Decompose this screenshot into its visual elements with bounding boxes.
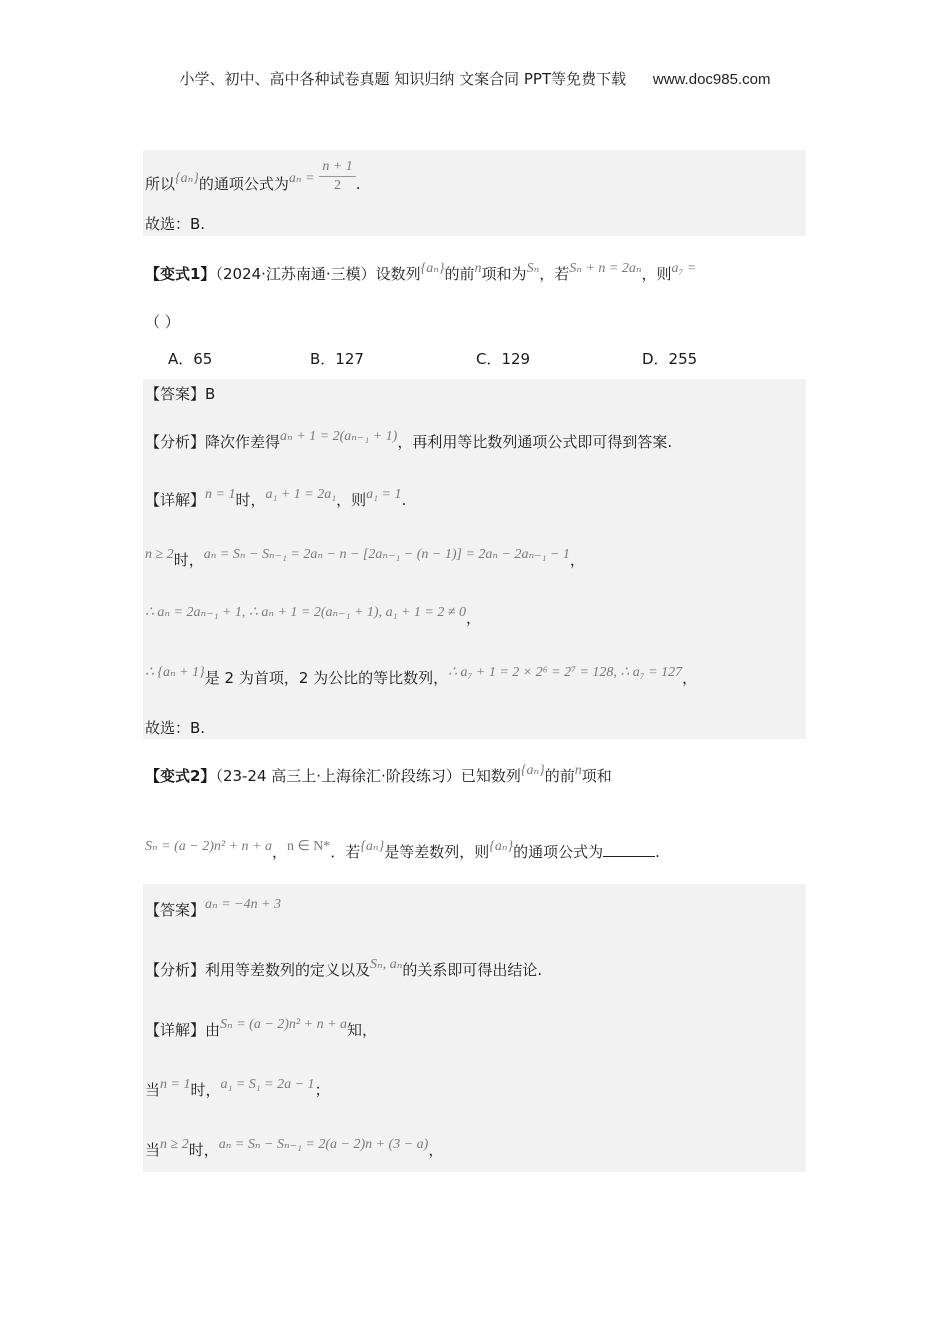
variant1-question: 【变式1】（2024·江苏南通·三模）设数列{aₙ}的前n项和为Sₙ，若Sₙ + n = 2aₙ，则a₇ =: [145, 261, 697, 283]
detail2-line2: 当n = 1时，a₁ = S₁ = 2a − 1；: [145, 1077, 330, 1099]
detail1-line3: ∴ aₙ = 2aₙ₋₁ + 1, ∴ aₙ + 1 = 2(aₙ₋₁ + 1), a₁ + 1 = 2 ≠ 0，: [145, 605, 482, 627]
answer1-line: 【答案】B: [145, 385, 216, 403]
variant2-line2: Sₙ = (a − 2)n² + n + a，n ∈ N*．若{aₙ}是等差数列，则{aₙ}的通项公式为 .: [145, 839, 660, 861]
conclusion-line: 所以{aₙ}的通项公式为aₙ = $\frac{n + 1}{2}$ .: [145, 159, 361, 193]
detail2-line1: 【详解】由Sₙ = (a − 2)n² + n + a知，: [145, 1017, 378, 1039]
detail1-line1: 【详解】n = 1时，a₁ + 1 = 2a₁，则a₁ = 1.: [145, 487, 407, 509]
variant-tag: 【变式1】: [145, 265, 216, 283]
answer-paren: （ ）: [145, 313, 180, 331]
detail1-line4: ∴ {aₙ + 1}是 2 为首项，2 为公比的等比数列，∴ a₇ + 1 = 2 × 2⁶ = 2⁷ = 128, ∴ a₇ = 127，: [145, 665, 698, 687]
option-b[interactable]: B．127: [310, 350, 364, 368]
detail1-line2: n ≥ 2时，aₙ = Sₙ − Sₙ₋₁ = 2aₙ − n − [2aₙ₋₁ − (n − 1)] = 2aₙ − 2aₙ₋₁ − 1，: [145, 547, 585, 569]
header-text: 小学、初中、高中各种试卷真题 知识归纳 文案合同 PPT等免费下载: [179, 70, 627, 88]
header-site[interactable]: www.doc985.com: [652, 71, 771, 88]
option-c[interactable]: C．129: [476, 350, 531, 368]
fraction: $\frac{n + 1}{2}$: [319, 158, 355, 195]
analysis1-line: 【分析】降次作差得aₙ + 1 = 2(aₙ₋₁ + 1)，再利用等比数列通项公式即可得到答案.: [145, 429, 673, 451]
choice1-line: 故选：B.: [145, 719, 206, 737]
answer-blank[interactable]: [603, 842, 655, 857]
math-set: {aₙ}: [175, 171, 199, 186]
choice-line: 故选：B.: [145, 215, 206, 233]
option-d[interactable]: D．255: [642, 350, 698, 368]
detail2-line3: 当n ≥ 2时，aₙ = Sₙ − Sₙ₋₁ = 2(a − 2)n + (3 − a)，: [145, 1137, 444, 1159]
page-header: [0, 68, 950, 89]
variant-tag: 【变式2】: [145, 767, 216, 785]
variant2-question: 【变式2】（23-24 高三上·上海徐汇·阶段练习）已知数列{aₙ}的前n项和: [145, 763, 612, 785]
answer2-line: 【答案】aₙ = −4n + 3: [145, 897, 282, 919]
analysis2-line: 【分析】利用等差数列的定义以及Sₙ, aₙ的关系即可得出结论.: [145, 957, 543, 979]
option-a[interactable]: A．65: [168, 350, 213, 368]
